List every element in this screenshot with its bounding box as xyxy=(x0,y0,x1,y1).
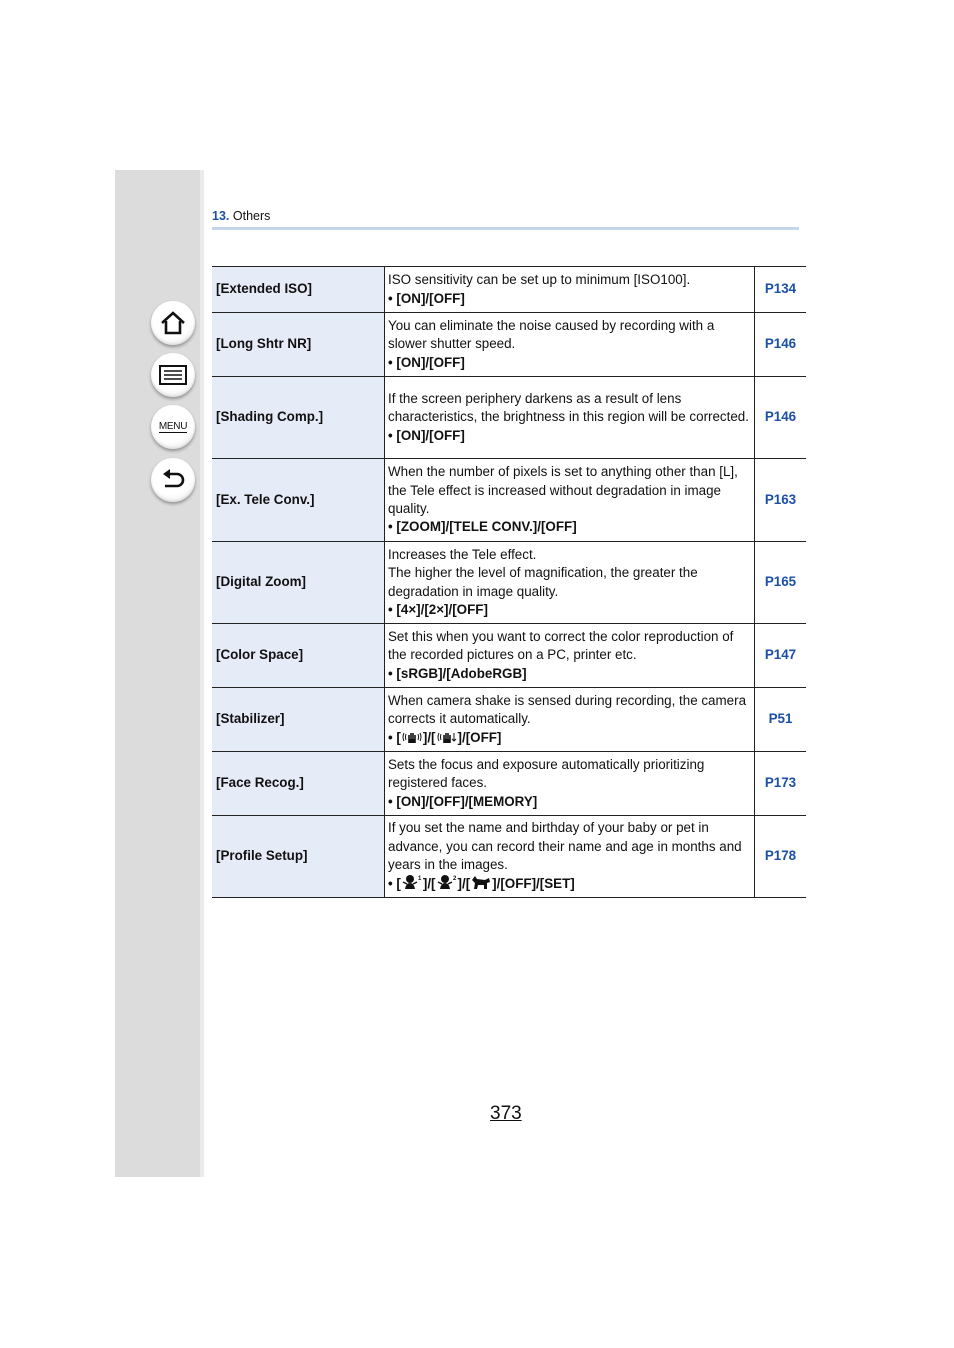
page-reference xyxy=(755,688,807,752)
stabilizer-normal-icon xyxy=(401,730,423,744)
page-link[interactable]: P165 xyxy=(764,574,797,590)
setting-description xyxy=(385,459,755,542)
setting-name: [Extended ISO] xyxy=(212,267,385,313)
setting-options: • [ZOOM]/[TELE CONV.]/[OFF] xyxy=(388,519,577,535)
back-button[interactable] xyxy=(151,458,195,502)
header-rule xyxy=(212,227,799,230)
page-link[interactable]: P173 xyxy=(764,775,797,791)
description-text: Increases the Tele effect. xyxy=(388,546,537,562)
pet-icon xyxy=(470,874,492,890)
setting-description xyxy=(385,313,755,377)
setting-options: • [4×]/[2×]/[OFF] xyxy=(388,601,488,617)
setting-options: • [ON]/[OFF] xyxy=(388,427,465,443)
page-link[interactable]: P146 xyxy=(764,409,797,425)
baby1-icon xyxy=(401,874,423,890)
options-text: ]/[ xyxy=(422,729,436,745)
chapter-title: Others xyxy=(232,209,271,223)
table-row xyxy=(212,377,806,459)
section-header xyxy=(212,209,270,223)
setting-options: • [ON]/[OFF] xyxy=(388,354,465,370)
description-text: When camera shake is sensed during recording, the camera corrects it automatically. xyxy=(388,692,747,727)
baby2-icon xyxy=(436,874,458,890)
description-text: When the number of pixels is set to anything other than [L], the Tele effect is increased without degradation in image quality. xyxy=(388,464,738,516)
setting-options: • [ON]/[OFF] xyxy=(388,290,465,306)
setting-name: [Long Shtr NR] xyxy=(212,313,385,377)
options-text: ]/[ xyxy=(422,876,436,892)
page-reference xyxy=(755,624,807,688)
description-text: ISO sensitivity can be set up to minimum [ISO100]. xyxy=(388,272,691,288)
contents-list-button[interactable] xyxy=(151,353,195,397)
settings-table xyxy=(212,266,806,898)
setting-name: [Profile Setup] xyxy=(212,816,385,898)
setting-options xyxy=(388,729,751,747)
setting-name: [Face Recog.] xyxy=(212,752,385,816)
page-link[interactable]: P178 xyxy=(764,848,797,864)
table-row xyxy=(212,459,806,542)
stabilizer-panning-icon xyxy=(436,730,458,744)
menu-icon: MENU xyxy=(158,421,188,432)
table-row xyxy=(212,267,806,313)
setting-options xyxy=(388,874,751,893)
setting-description xyxy=(385,816,755,898)
setting-name: [Stabilizer] xyxy=(212,688,385,752)
setting-description xyxy=(385,267,755,313)
table-row xyxy=(212,542,806,624)
setting-description xyxy=(385,624,755,688)
menu-button[interactable] xyxy=(151,405,195,449)
description-text: You can eliminate the noise caused by recording with a slower shutter speed. xyxy=(388,317,715,352)
setting-name: [Shading Comp.] xyxy=(212,377,385,459)
options-text: ]/[OFF]/[SET] xyxy=(492,876,575,892)
page-reference xyxy=(755,816,807,898)
page-reference xyxy=(755,313,807,377)
setting-name: [Color Space] xyxy=(212,624,385,688)
page-number: 373 xyxy=(490,1103,522,1124)
description-text: Set this when you want to correct the color reproduction of the recorded pictures on a PC, printer etc. xyxy=(388,628,734,663)
options-text: • [ xyxy=(388,876,401,892)
options-text: ]/[ xyxy=(457,876,471,892)
page-reference xyxy=(755,267,807,313)
setting-options: • [sRGB]/[AdobeRGB] xyxy=(388,665,527,681)
options-text: ]/[OFF] xyxy=(457,729,502,745)
setting-name: [Ex. Tele Conv.] xyxy=(212,459,385,542)
setting-description xyxy=(385,542,755,624)
home-icon xyxy=(159,309,187,337)
page-link[interactable]: P163 xyxy=(764,491,797,507)
page-link[interactable]: P147 xyxy=(764,647,797,663)
list-icon xyxy=(158,363,188,387)
page-reference xyxy=(755,459,807,542)
page-reference xyxy=(755,542,807,624)
setting-description xyxy=(385,752,755,816)
description-text: If the screen periphery darkens as a result of lens characteristics, the brightness in this region will be corrected. xyxy=(388,390,749,425)
page-reference xyxy=(755,752,807,816)
back-icon xyxy=(159,466,187,494)
table-row xyxy=(212,752,806,816)
svg-text:2: 2 xyxy=(452,876,456,883)
setting-options: • [ON]/[OFF]/[MEMORY] xyxy=(388,793,538,809)
page-link[interactable]: P51 xyxy=(768,711,793,727)
svg-text:1: 1 xyxy=(417,876,422,883)
setting-name: [Digital Zoom] xyxy=(212,542,385,624)
home-button[interactable] xyxy=(151,301,195,345)
page-link[interactable]: P146 xyxy=(764,336,797,352)
table-row xyxy=(212,688,806,752)
table-row xyxy=(212,313,806,377)
page-link[interactable]: P134 xyxy=(764,281,797,297)
setting-description xyxy=(385,688,755,752)
description-text: The higher the level of magnification, the greater the degradation in image quality. xyxy=(388,565,698,599)
table-row xyxy=(212,816,806,898)
options-text: • [ xyxy=(388,729,401,745)
description-text: Sets the focus and exposure automatically prioritizing registered faces. xyxy=(388,756,705,791)
chapter-number: 13. xyxy=(212,209,230,223)
page-reference xyxy=(755,377,807,459)
table-row xyxy=(212,624,806,688)
description-text: If you set the name and birthday of your baby or pet in advance, you can record their name and age in months and years in the images. xyxy=(388,820,742,872)
setting-description xyxy=(385,377,755,459)
sidebar-edge xyxy=(200,170,204,1177)
